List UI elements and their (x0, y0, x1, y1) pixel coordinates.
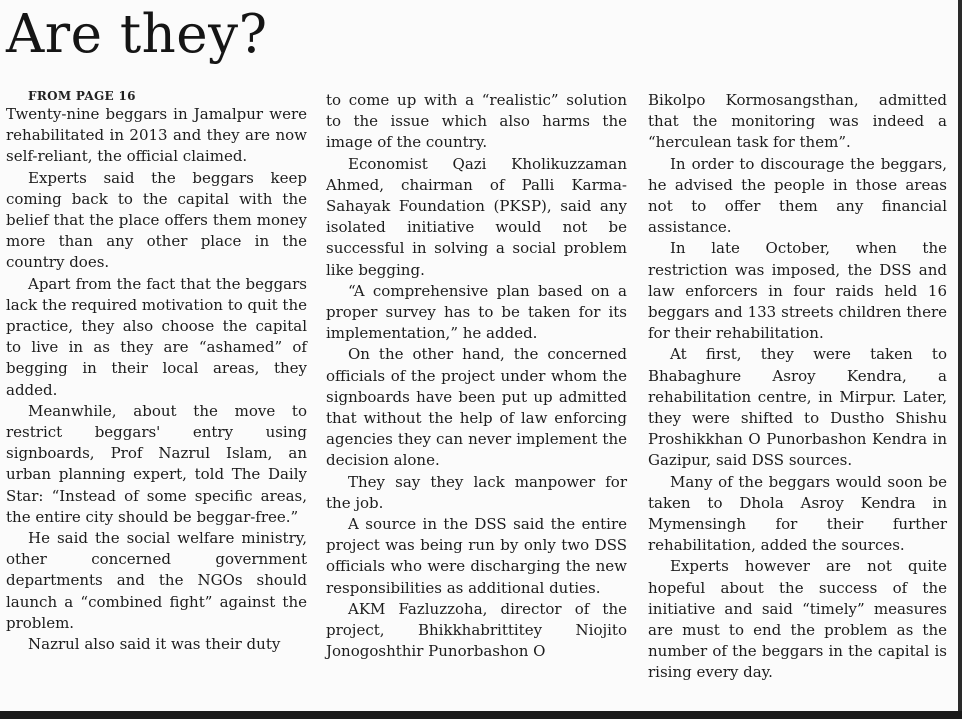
article-column-3 (648, 90, 947, 684)
paragraph: A source in the DSS said the entire project was being run by only two DSS officials who were discharging the new responsibilities as additional duties. (326, 515, 627, 597)
paragraph: Experts said the beggars keep coming back to the capital with the belief that the place offers them money more than any other place in the country does. (6, 168, 307, 272)
article-column-1 (6, 88, 307, 655)
paragraph: At first, they were taken to Bhabaghure Asroy Kendra, a rehabilitation centre, in Mirpur. Later, they were shifted to Dustho Shishu Proshikkhan O Punorbashon Kendra in Gazipur, said DSS sources. (648, 345, 947, 470)
paragraph: Economist Qazi Kholikuzzaman Ahmed, chairman of Palli Karma-Sahayak Foundation (PKSP), said any isolated initiative would not be successful in solving a social problem like begging. (326, 154, 627, 279)
paragraph: In order to discourage the beggars, he advised the people in those areas not to offer them any financial assistance. (648, 154, 947, 237)
paragraph: Bikolpo Kormosangsthan, admitted that the monitoring was indeed a “herculean task for them”. (648, 91, 947, 152)
paragraph: They say they lack manpower for the job. (326, 472, 627, 512)
paragraph: Many of the beggars would soon be taken to Dhola Asroy Kendra in Mymensingh for their further rehabilitation, added the sources. (648, 472, 947, 555)
paragraph: to come up with a “realistic” solution to the issue which also harms the image of the country. (326, 91, 627, 152)
paragraph: AKM Fazluzzoha, director of the project, Bhikkhabrittitey Niojito Jonogoshthir Punorbashon O (326, 599, 627, 661)
paragraph: In late October, when the restriction was imposed, the DSS and law enforcers in four raids held 16 beggars and 133 streets children there for their rehabilitation. (648, 239, 947, 343)
headline: Are they? (6, 4, 268, 65)
scan-edge-right (958, 0, 962, 719)
paragraph: Apart from the fact that the beggars lack the required motivation to quit the practice, they also choose the capital to live in as they are “ashamed” of begging in their local areas, they added. (6, 274, 307, 399)
scan-edge-bottom (0, 711, 962, 719)
continued-from-label: FROM PAGE 16 (28, 89, 136, 103)
paragraph: On the other hand, the concerned officials of the project under whom the signboards have been put up admitted that without the help of law enforcing agencies they can never implement the decision alone. (326, 345, 627, 470)
paragraph: He said the social welfare ministry, other concerned government departments and the NGOs should launch a “combined fight” against the problem. (6, 529, 307, 632)
paragraph: Nazrul also said it was their duty (28, 635, 281, 654)
paragraph: “A comprehensive plan based on a proper survey has to be taken for its implementation,” he added. (326, 281, 627, 343)
paragraph: Meanwhile, about the move to restrict beggars' entry using signboards, Prof Nazrul Islam, an urban planning expert, told The Daily Star: “Instead of some specific areas, the entire city should be beggar-free.” (6, 401, 307, 526)
paragraph: Experts however are not quite hopeful about the success of the initiative and said “timely” measures are must to end the problem as the number of the beggars in the capital is rising every day. (648, 557, 947, 682)
article-column-2 (326, 90, 627, 662)
paragraph: Twenty-nine beggars in Jamalpur were rehabilitated in 2013 and they are now self-reliant, the official claimed. (6, 105, 307, 166)
